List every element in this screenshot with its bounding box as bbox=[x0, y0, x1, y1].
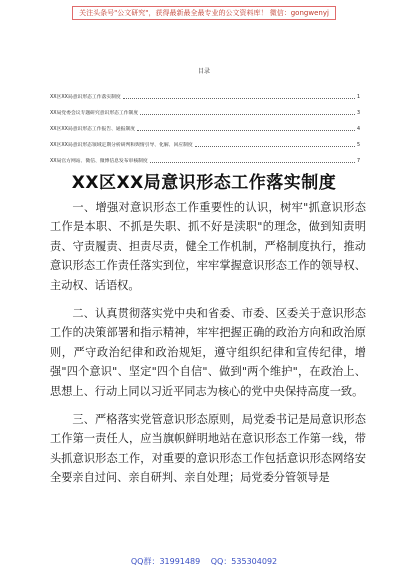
toc-item[interactable] bbox=[50, 148, 360, 164]
body-paragraph: 三、严格落实党管意识形态原则，局党委书记是局意识形态工作第一责任人，应当旗帜鲜明地站在意识形态工作第一线，带头抓意识形态工作，对重要的意识形态工作包括意识形态网络安全要亲自过问、亲自研判、亲自处理；局党委分管领导是 bbox=[50, 413, 366, 485]
toc-item-label: XX区XX局意识形态工作报告、通报制度 bbox=[50, 127, 136, 132]
page-footer bbox=[0, 556, 408, 567]
toc-item-page: 7 bbox=[356, 159, 360, 164]
toc-leader-dots bbox=[195, 146, 355, 147]
toc-leader-dots bbox=[137, 130, 355, 131]
body-paragraph: 一、增强对意识形态工作重要性的认识，树牢"抓意识形态工作是本职、不抓是失职、抓不好是渎职"的理念，做到知责明责、守责履责、担责尽责，健全工作机制，严格制度执行，推动意识形态工作责任落实到位，牢牢掌握意识形态工作的领导权、主动权、话语权。 bbox=[50, 201, 366, 292]
top-banner bbox=[0, 0, 408, 17]
toc-item-label: XX局党委会议专题研究意识形态工作制度 bbox=[50, 111, 139, 116]
toc-title: 目录 bbox=[197, 68, 210, 75]
toc-item-label: XX局官方网站、微信、微博信息发布审核制度 bbox=[50, 159, 148, 164]
toc-leader-dots bbox=[123, 98, 355, 99]
toc-item-page: 1 bbox=[356, 95, 360, 100]
toc-item[interactable] bbox=[50, 100, 360, 116]
toc-item[interactable] bbox=[50, 132, 360, 148]
qq-number-text: QQ：535304092 bbox=[210, 557, 278, 566]
toc-item-page: 4 bbox=[356, 127, 360, 132]
table-of-contents bbox=[50, 84, 360, 164]
document-title: XX区XX局意识形态工作落实制度 bbox=[71, 173, 337, 193]
toc-item[interactable] bbox=[50, 84, 360, 100]
toc-item-page: 3 bbox=[356, 111, 360, 116]
toc-item-page: 5 bbox=[356, 143, 360, 148]
toc-item-label: XX区XX局意识形态工作落实制度 bbox=[50, 95, 121, 100]
toc-leader-dots bbox=[140, 114, 355, 115]
body-paragraph: 二、认真贯彻落实党中央和省委、市委、区委关于意识形态工作的决策部署和指示精神，牢牢把握正确的政治方向和政治原则，严守政治纪律和政治规矩，遵守组织纪律和宣传纪律，增强"四个意识"、坚定"四个自信"、做到"两个维护"，在政治上、思想上、行动上同以习近平同志为核心的党中央保持高度一致。 bbox=[50, 307, 366, 398]
toc-leader-dots bbox=[150, 162, 355, 163]
toc-item-label: XX区XX局意识形态领域定期分析研判和舆情引导、化解、回应制度 bbox=[50, 143, 193, 148]
banner-text: 关注头条号"公文研究"，获得最新最全最专业的公文资料库！ 微信：gongwenyj bbox=[72, 6, 336, 20]
qq-group-text: QQ群：31991489 bbox=[130, 557, 201, 566]
toc-item[interactable] bbox=[50, 116, 360, 132]
document-body bbox=[50, 198, 366, 497]
